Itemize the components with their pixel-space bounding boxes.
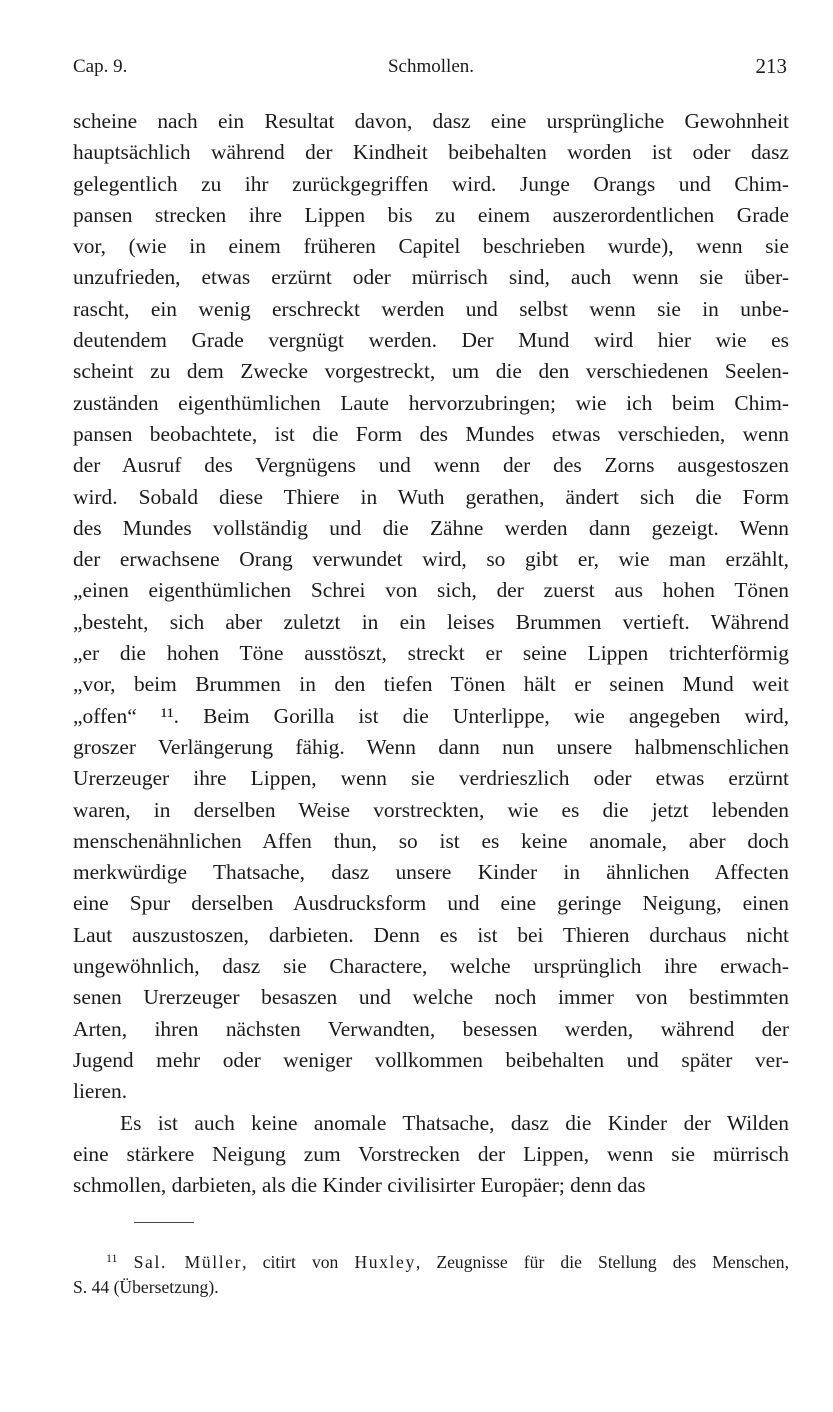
- main-text: [73, 106, 789, 1201]
- text-line: waren, in derselben Weise vorstreckten, wie es die jetzt lebenden: [73, 797, 789, 822]
- text-line: unzufrieden, etwas erzürnt oder mürrisch sind, auch wenn sie über-: [73, 265, 789, 290]
- text-line: wird. Sobald diese Thiere in Wuth gerathen, ändert sich die Form: [73, 484, 789, 509]
- text-line: vor, (wie in einem früheren Capitel beschrieben wurde), wenn sie: [73, 234, 789, 259]
- text-line: pansen strecken ihre Lippen bis zu einem auszerordentlichen Grade: [73, 202, 789, 227]
- text-line: scheine nach ein Resultat davon, dasz eine ursprüngliche Gewohnheit: [73, 109, 789, 133]
- footnote-author: Sal. Müller: [133, 1252, 243, 1272]
- text-line: ungewöhnlich, dasz sie Charactere, welche ursprünglich ihre erwach-: [73, 954, 789, 979]
- text-line: Es ist auch keine anomale Thatsache, dasz die Kinder der Wilden: [120, 1110, 789, 1135]
- text-line: zuständen eigenthümlichen Laute hervorzubringen; wie ich beim Chim-: [73, 390, 789, 415]
- chapter-label: Cap. 9.: [73, 56, 128, 77]
- text-line: merkwürdige Thatsache, dasz unsere Kinder in ähnlichen Affecten: [73, 860, 789, 885]
- paragraph-1: [73, 106, 789, 1108]
- text-line: der erwachsene Orang verwundet wird, so gibt er, wie man erzählt,: [73, 547, 789, 572]
- running-header: [73, 52, 789, 86]
- footnote-marker: 11: [106, 1251, 118, 1265]
- text-line: „vor, beim Brummen in den tiefen Tönen hält er seinen Mund weit: [73, 672, 789, 697]
- text-line: „einen eigenthümlichen Schrei von sich, der zuerst aus hohen Tönen: [73, 578, 789, 603]
- text-line: senen Urerzeuger besaszen und welche noch immer von bestimmten: [73, 985, 789, 1010]
- text-line: Arten, ihren nächsten Verwandten, besessen werden, während der: [73, 1016, 789, 1041]
- footnote-separator: [134, 1222, 194, 1223]
- text-line: scheint zu dem Zwecke vorgestreckt, um die den verschiedenen Seelen-: [73, 359, 789, 384]
- book-page: [73, 52, 789, 1297]
- text-line: rascht, ein wenig erschreckt werden und selbst wenn sie in unbe-: [73, 296, 789, 321]
- text-line: pansen beobachtete, ist die Form des Mundes etwas verschieden, wenn: [73, 421, 789, 446]
- text-line: Urerzeuger ihre Lippen, wenn sie verdrieszlich oder etwas erzürnt: [73, 766, 789, 791]
- text-line: menschenähnlichen Affen thun, so ist es keine anomale, aber doch: [73, 828, 789, 853]
- text-line: Jugend mehr oder weniger vollkommen beibehalten und später ver-: [73, 1047, 789, 1072]
- footnote-title: , Zeugnisse für die Stellung des Menschen,: [415, 1252, 789, 1272]
- footnote: [73, 1246, 789, 1300]
- paragraph-2: [73, 1108, 789, 1202]
- text-line: groszer Verlängerung fähig. Wenn dann nun unsere halbmenschlichen: [73, 734, 789, 759]
- text-line: „er die hohen Töne ausstöszt, streckt er seine Lippen trichterförmig: [73, 641, 789, 666]
- text-line: deutendem Grade vergnügt werden. Der Mund wird hier wie es: [73, 328, 789, 353]
- text-line: eine stärkere Neigung zum Vorstrecken der Lippen, wenn sie mürrisch: [73, 1141, 789, 1166]
- footnote-cited-prefix: , citirt von: [242, 1252, 355, 1272]
- text-line: schmollen, darbieten, als die Kinder civilisirter Europäer; denn das: [73, 1173, 646, 1198]
- text-line: Laut auszustoszen, darbieten. Denn es ist bei Thieren durchaus nicht: [73, 922, 789, 947]
- text-line: „offen“ ¹¹. Beim Gorilla ist die Unterlippe, wie angegeben wird,: [73, 703, 789, 728]
- text-line: gelegentlich zu ihr zurückgegriffen wird. Junge Orangs und Chim-: [73, 171, 789, 196]
- text-line: eine Spur derselben Ausdrucksform und eine geringe Neigung, einen: [73, 891, 789, 916]
- page-number: 213: [755, 54, 787, 78]
- footnote-line-2: S. 44 (Übersetzung).: [73, 1277, 219, 1297]
- footnote-cited-author: Huxley: [354, 1252, 416, 1272]
- text-line: des Mundes vollständig und die Zähne werden dann gezeigt. Wenn: [73, 515, 789, 540]
- running-title: Schmollen.: [387, 56, 475, 77]
- text-line: hauptsächlich während der Kindheit beibehalten worden ist oder dasz: [73, 140, 789, 165]
- footnote-line-1: [73, 1246, 789, 1275]
- text-line: lieren.: [73, 1079, 128, 1104]
- text-line: der Ausruf des Vergnügens und wenn der des Zorns ausgestoszen: [73, 453, 789, 478]
- text-line: „besteht, sich aber zuletzt in ein leises Brummen vertieft. Während: [73, 609, 789, 634]
